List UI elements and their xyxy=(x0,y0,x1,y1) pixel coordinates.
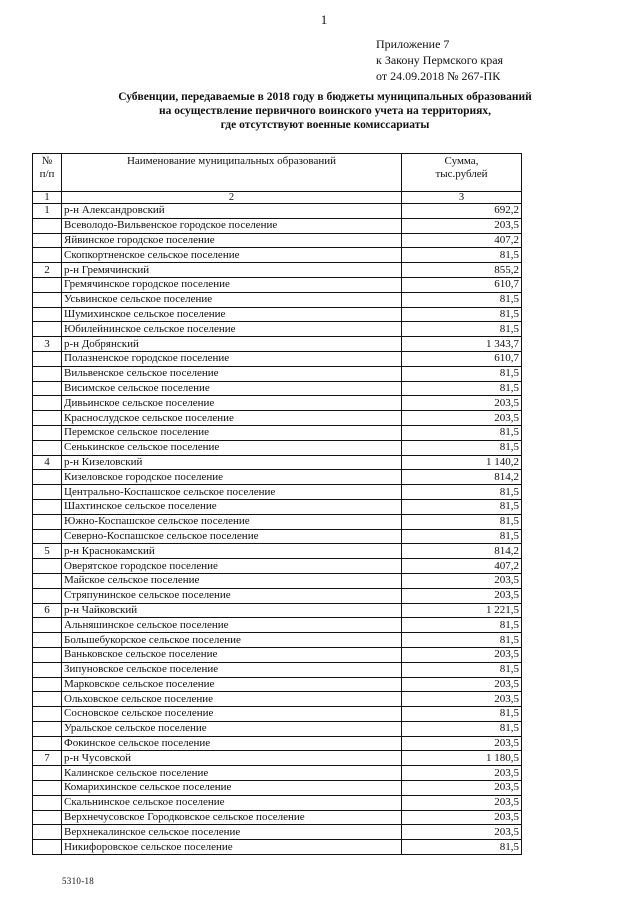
table-row xyxy=(33,633,522,648)
row-number-cell xyxy=(33,573,62,588)
table-row xyxy=(33,766,522,781)
municipality-name-cell: Марковское сельское поселение xyxy=(62,677,402,692)
row-number-cell: 4 xyxy=(33,455,62,470)
table-row xyxy=(33,322,522,337)
row-number-cell xyxy=(33,795,62,810)
amount-cell: 81,5 xyxy=(402,307,522,322)
municipality-name-cell: Усьвинское сельское поселение xyxy=(62,292,402,307)
table-row xyxy=(33,233,522,248)
table-row xyxy=(33,603,522,618)
amount-cell: 855,2 xyxy=(402,263,522,278)
table-header-row xyxy=(33,154,522,192)
row-number-cell xyxy=(33,618,62,633)
row-number-cell xyxy=(33,692,62,707)
amount-cell: 203,5 xyxy=(402,218,522,233)
row-number-cell: 5 xyxy=(33,544,62,559)
document-title xyxy=(30,90,620,132)
header-sum-line-1: Сумма, xyxy=(444,155,479,167)
municipality-name-cell: Шумихинское сельское поселение xyxy=(62,307,402,322)
row-number-cell xyxy=(33,248,62,263)
row-number-cell xyxy=(33,647,62,662)
footer-code: 5310-18 xyxy=(62,876,95,886)
municipality-name-cell: Уральское сельское поселение xyxy=(62,721,402,736)
amount-cell: 81,5 xyxy=(402,485,522,500)
municipality-name-cell: Скальнинское сельское поселение xyxy=(62,795,402,810)
row-number-cell: 2 xyxy=(33,263,62,278)
row-number-cell xyxy=(33,825,62,840)
table-row xyxy=(33,840,522,855)
amount-cell: 407,2 xyxy=(402,559,522,574)
amount-cell: 81,5 xyxy=(402,840,522,855)
row-number-cell xyxy=(33,588,62,603)
table-row xyxy=(33,588,522,603)
column-index-3: 3 xyxy=(402,192,522,204)
header-name-text: Наименование муниципальных образований xyxy=(126,155,337,167)
municipality-name-cell: Висимское сельское поселение xyxy=(62,381,402,396)
municipality-name-cell: Фокинское сельское поселение xyxy=(62,736,402,751)
table-row xyxy=(33,263,522,278)
municipality-name-cell: Комарихинское сельское поселение xyxy=(62,781,402,796)
column-index-2: 2 xyxy=(62,192,402,204)
row-number-cell xyxy=(33,485,62,500)
table-row xyxy=(33,277,522,292)
table-row xyxy=(33,618,522,633)
header-sum-line-2: тыс.рублей xyxy=(435,168,488,180)
row-number-cell xyxy=(33,366,62,381)
row-number-cell xyxy=(33,529,62,544)
table-row xyxy=(33,707,522,722)
amount-cell: 1 140,2 xyxy=(402,455,522,470)
amount-cell: 203,5 xyxy=(402,810,522,825)
municipality-name-cell: Зипуновское сельское поселение xyxy=(62,662,402,677)
municipality-name-cell: р-н Гремячинский xyxy=(62,263,402,278)
table-row xyxy=(33,425,522,440)
row-number-cell xyxy=(33,307,62,322)
municipality-name-cell: Стряпунинское сельское поселение xyxy=(62,588,402,603)
table-row xyxy=(33,736,522,751)
municipality-name-cell: Гремячинское городское поселение xyxy=(62,277,402,292)
table-row xyxy=(33,455,522,470)
title-line-1: Субвенции, передаваемые в 2018 году в бюджеты муниципальных образований xyxy=(118,91,532,103)
amount-cell: 692,2 xyxy=(402,204,522,219)
appendix-line-3: от 24.09.2018 № 267-ПК xyxy=(376,69,501,83)
row-number-cell xyxy=(33,411,62,426)
municipality-name-cell: Всеволодо-Вильвенское городское поселение xyxy=(62,218,402,233)
row-number-cell xyxy=(33,292,62,307)
municipality-name-cell: р-н Чайковский xyxy=(62,603,402,618)
amount-cell: 203,5 xyxy=(402,573,522,588)
municipality-name-cell: Ольховское сельское поселение xyxy=(62,692,402,707)
amount-cell: 81,5 xyxy=(402,440,522,455)
municipality-name-cell: Калинское сельское поселение xyxy=(62,766,402,781)
table-row xyxy=(33,307,522,322)
title-line-3: где отсутствуют военные комиссариаты xyxy=(220,119,430,131)
header-num-line-2: п/п xyxy=(39,168,55,180)
municipality-name-cell: Вильвенское сельское поселение xyxy=(62,366,402,381)
row-number-cell xyxy=(33,633,62,648)
table-row xyxy=(33,499,522,514)
amount-cell: 81,5 xyxy=(402,618,522,633)
amount-cell: 203,5 xyxy=(402,647,522,662)
row-number-cell: 7 xyxy=(33,751,62,766)
municipality-name-cell: Дивьинское сельское поселение xyxy=(62,396,402,411)
subsidies-table xyxy=(32,153,522,855)
amount-cell: 1 221,5 xyxy=(402,603,522,618)
amount-cell: 81,5 xyxy=(402,514,522,529)
amount-cell: 81,5 xyxy=(402,662,522,677)
appendix-line-1: Приложение 7 xyxy=(376,37,450,51)
municipality-name-cell: р-н Краснокамский xyxy=(62,544,402,559)
amount-cell: 1 180,5 xyxy=(402,751,522,766)
appendix-line-2: к Закону Пермского края xyxy=(376,53,504,67)
table-row xyxy=(33,825,522,840)
row-number-cell xyxy=(33,840,62,855)
row-number-cell xyxy=(33,233,62,248)
row-number-cell: 3 xyxy=(33,337,62,352)
table-row xyxy=(33,396,522,411)
amount-cell: 203,5 xyxy=(402,677,522,692)
row-number-cell xyxy=(33,736,62,751)
table-row xyxy=(33,411,522,426)
municipality-name-cell: Шахтинское сельское поселение xyxy=(62,499,402,514)
header-num-line-1: № xyxy=(41,155,53,167)
table-row xyxy=(33,514,522,529)
row-number-cell: 1 xyxy=(33,204,62,219)
row-number-cell xyxy=(33,514,62,529)
amount-cell: 81,5 xyxy=(402,366,522,381)
row-number-cell xyxy=(33,277,62,292)
row-number-cell xyxy=(33,810,62,825)
row-number-cell xyxy=(33,677,62,692)
table-row xyxy=(33,366,522,381)
municipality-name-cell: Северно-Коспашское сельское поселение xyxy=(62,529,402,544)
row-number-cell xyxy=(33,781,62,796)
row-number-cell: 6 xyxy=(33,603,62,618)
municipality-name-cell: Краснослудское сельское поселение xyxy=(62,411,402,426)
amount-cell: 81,5 xyxy=(402,721,522,736)
municipality-name-cell: р-н Добрянский xyxy=(62,337,402,352)
municipality-name-cell: Кизеловское городское поселение xyxy=(62,470,402,485)
table-row xyxy=(33,677,522,692)
table-row xyxy=(33,204,522,219)
municipality-name-cell: Южно-Коспашское сельское поселение xyxy=(62,514,402,529)
municipality-name-cell: Оверятское городское поселение xyxy=(62,559,402,574)
table-row xyxy=(33,662,522,677)
header-name xyxy=(62,154,402,192)
table-row xyxy=(33,559,522,574)
amount-cell: 81,5 xyxy=(402,529,522,544)
row-number-cell xyxy=(33,322,62,337)
municipality-name-cell: р-н Чусовской xyxy=(62,751,402,766)
amount-cell: 81,5 xyxy=(402,633,522,648)
appendix-block xyxy=(376,36,503,84)
municipality-name-cell: Яйвинское городское поселение xyxy=(62,233,402,248)
row-number-cell xyxy=(33,766,62,781)
amount-cell: 203,5 xyxy=(402,736,522,751)
row-number-cell xyxy=(33,351,62,366)
row-number-cell xyxy=(33,707,62,722)
row-number-cell xyxy=(33,396,62,411)
table-row xyxy=(33,544,522,559)
table-row xyxy=(33,470,522,485)
amount-cell: 203,5 xyxy=(402,396,522,411)
row-number-cell xyxy=(33,218,62,233)
header-sum xyxy=(402,154,522,192)
amount-cell: 81,5 xyxy=(402,248,522,263)
row-number-cell xyxy=(33,559,62,574)
table-row xyxy=(33,292,522,307)
table-row xyxy=(33,647,522,662)
column-index-1: 1 xyxy=(33,192,62,204)
title-line-2: на осуществление первичного воинского учета на территориях, xyxy=(159,105,491,117)
table-body xyxy=(33,204,522,855)
table-row xyxy=(33,810,522,825)
table-row xyxy=(33,751,522,766)
municipality-name-cell: Майское сельское поселение xyxy=(62,573,402,588)
row-number-cell xyxy=(33,499,62,514)
column-index-row xyxy=(33,192,522,204)
amount-cell: 81,5 xyxy=(402,707,522,722)
amount-cell: 81,5 xyxy=(402,322,522,337)
municipality-name-cell: Альняшинское сельское поселение xyxy=(62,618,402,633)
municipality-name-cell: Ваньковское сельское поселение xyxy=(62,647,402,662)
table-row xyxy=(33,692,522,707)
municipality-name-cell: Центрально-Коспашское сельское поселение xyxy=(62,485,402,500)
municipality-name-cell: р-н Кизеловский xyxy=(62,455,402,470)
amount-cell: 203,5 xyxy=(402,588,522,603)
row-number-cell xyxy=(33,381,62,396)
table-row xyxy=(33,781,522,796)
table-row xyxy=(33,337,522,352)
row-number-cell xyxy=(33,440,62,455)
municipality-name-cell: Сенькинское сельское поселение xyxy=(62,440,402,455)
table-row xyxy=(33,440,522,455)
municipality-name-cell: Перемское сельское поселение xyxy=(62,425,402,440)
amount-cell: 203,5 xyxy=(402,692,522,707)
municipality-name-cell: Скопкортненское сельское поселение xyxy=(62,248,402,263)
row-number-cell xyxy=(33,662,62,677)
amount-cell: 610,7 xyxy=(402,351,522,366)
table-row xyxy=(33,721,522,736)
row-number-cell xyxy=(33,721,62,736)
table-row xyxy=(33,573,522,588)
municipality-name-cell: Сосновское сельское поселение xyxy=(62,707,402,722)
municipality-name-cell: Верхнекалинское сельское поселение xyxy=(62,825,402,840)
amount-cell: 81,5 xyxy=(402,499,522,514)
page-number: 1 xyxy=(320,12,328,27)
amount-cell: 407,2 xyxy=(402,233,522,248)
amount-cell: 814,2 xyxy=(402,470,522,485)
municipality-name-cell: Большебукорское сельское поселение xyxy=(62,633,402,648)
table-row xyxy=(33,248,522,263)
table-row xyxy=(33,381,522,396)
amount-cell: 81,5 xyxy=(402,425,522,440)
row-number-cell xyxy=(33,425,62,440)
table-row xyxy=(33,218,522,233)
amount-cell: 81,5 xyxy=(402,292,522,307)
amount-cell: 81,5 xyxy=(402,381,522,396)
table-row xyxy=(33,795,522,810)
municipality-name-cell: Полазненское городское поселение xyxy=(62,351,402,366)
municipality-name-cell: р-н Александровский xyxy=(62,204,402,219)
row-number-cell xyxy=(33,470,62,485)
header-num xyxy=(33,154,62,192)
table-row xyxy=(33,529,522,544)
amount-cell: 203,5 xyxy=(402,766,522,781)
table-row xyxy=(33,351,522,366)
amount-cell: 1 343,7 xyxy=(402,337,522,352)
amount-cell: 203,5 xyxy=(402,795,522,810)
table-row xyxy=(33,485,522,500)
amount-cell: 814,2 xyxy=(402,544,522,559)
amount-cell: 203,5 xyxy=(402,825,522,840)
amount-cell: 203,5 xyxy=(402,781,522,796)
amount-cell: 610,7 xyxy=(402,277,522,292)
municipality-name-cell: Никифоровское сельское поселение xyxy=(62,840,402,855)
amount-cell: 203,5 xyxy=(402,411,522,426)
municipality-name-cell: Юбилейнинское сельское поселение xyxy=(62,322,402,337)
municipality-name-cell: Верхнечусовское Городковское сельское поселение xyxy=(62,810,402,825)
